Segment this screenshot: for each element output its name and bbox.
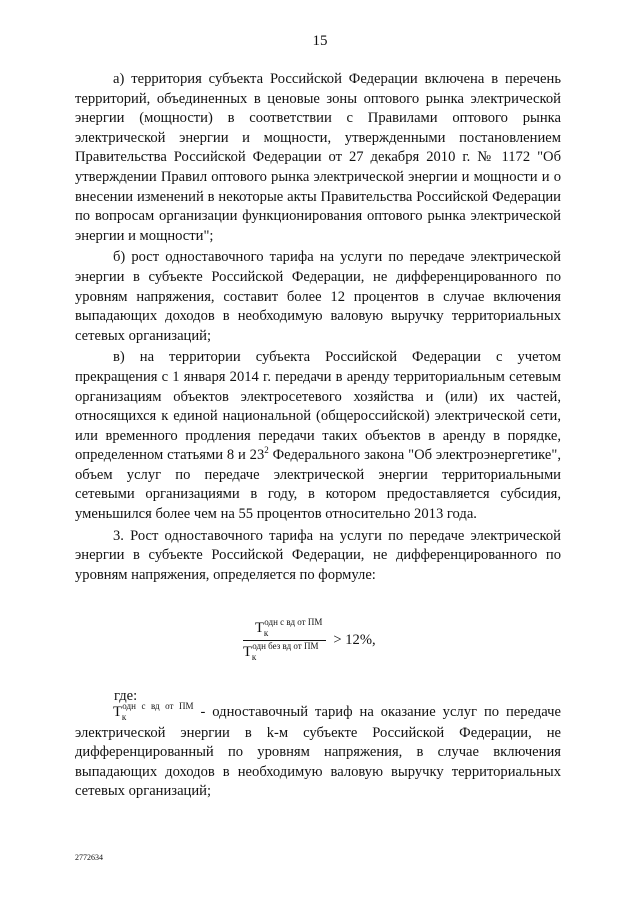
definition — [75, 703, 561, 802]
fraction-denominator — [243, 640, 326, 661]
denominator-superscript: одн без вд от ПМ — [252, 640, 319, 651]
article-superscript: 2 — [264, 445, 269, 456]
tariff-symbol: Т — [255, 619, 264, 636]
formula — [243, 617, 376, 663]
tariff-symbol: Т — [243, 643, 252, 660]
tariff-superscript: одн с вд от ПМ — [122, 701, 194, 711]
definition-description: - одноставочный тариф на оказание услуг по передаче электрической энергии в k-м субъекте Российской Федерации, не дифференцированный по уровням напряжения, в случае включения выпадающих доходов в необходимую валовую выручку территориальных сетевых организаций; — [75, 704, 561, 800]
tariff-subscript: к — [251, 651, 257, 662]
tariff-subscript: к — [263, 627, 269, 638]
formula-rhs: > 12%, — [333, 631, 376, 648]
paragraph-v-text: в) на территории субъекта Российской Федерации с учетом прекращения с 1 января 2014 г. передачи в аренду территориальным сетевым организациям объектов электросетевого хозяйства и (или) их частей, относящихся к единой национальной (общероссийской) электрической сети, или временного продления передачи таких объектов в аренду в порядке, определенном статьями 8 и 23 — [75, 349, 561, 464]
document-code: 2772634 — [75, 853, 103, 862]
body-text — [75, 70, 561, 585]
numerator-superscript: одн с вд от ПМ — [264, 616, 323, 627]
where-label: где: — [114, 688, 138, 704]
paragraph-v-text-cont: Федерального закона "Об электроэнергетике", объем услуг по передаче электрической энергии территориальными сетевыми организациями в году, в котором предоставляется субсидия, уменьшился более чем на 55 процентов относительно 2013 года. — [75, 447, 561, 523]
paragraph-item-3: 3. Рост одноставочного тарифа на услуги по передаче электрической энергии в субъекте Российской Федерации, не дифференцированного по уровням напряжения, определяется по формуле: — [75, 527, 561, 583]
paragraph-a: а) территория субъекта Российской Федерации включена в перечень территорий, объединенных в ценовые зоны оптового рынка электрической энергии (мощности) в соответствии с Правилами оптового рынка электрической энергии и мощности, утвержденными постановлением Правительства Российской Федерации от 27 декабря 2010 г. № 1172 "Об утверждении Правил оптового рынка электрической энергии и мощности и о внесении изменений в некоторые акты Правительства Российской Федерации по вопросам организации функционирования оптового рынка электрической энергии и мощности"; — [75, 71, 561, 244]
paragraph-v — [75, 348, 561, 524]
paragraph-b: б) рост одноставочного тарифа на услуги по передаче электрической энергии в субъекте Российской Федерации, не дифференцированного по уровням напряжения, составит более 12 процентов в случае включения выпадающих доходов в необходимую валовую выручку территориальных сетевых организаций; — [75, 249, 561, 344]
definition-text — [75, 703, 561, 802]
tariff-subscript: к — [121, 712, 127, 722]
fraction — [243, 616, 330, 662]
page-number: 15 — [312, 33, 328, 49]
fraction-numerator — [243, 616, 330, 640]
tariff-symbol: Т — [113, 704, 122, 720]
